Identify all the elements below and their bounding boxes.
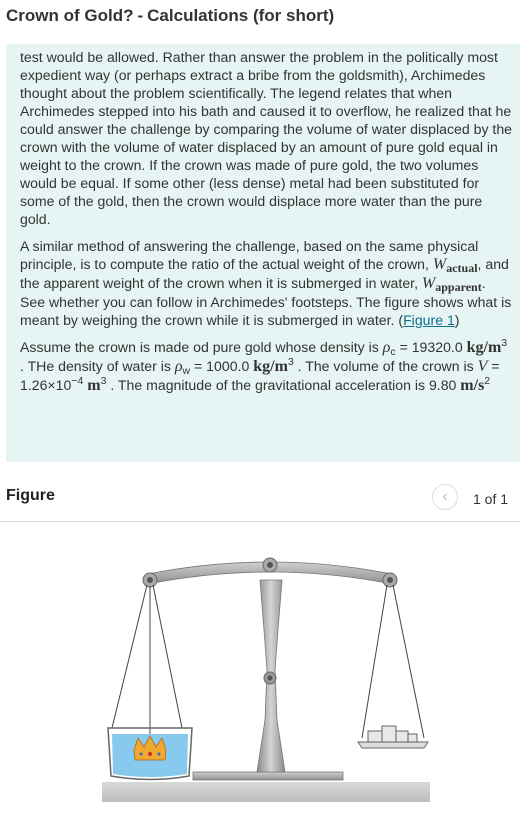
rho-w-symbol: ρ — [174, 358, 183, 375]
problem-paragraph-3: Assume the crown is made od pure gold whose density is $\rho_c = 19320.0$ $kg/m^3$ . THe density of water is $\rho_w = 1000.0$ $kg/m^3$ . The volume of the crown is $V = 1.26\times 10^{-4}$ $m^3$ . The magnitude of the gravitational acceleration is 9.80 $m/s^2$ — [20, 337, 508, 394]
w-actual-subscript: actual — [446, 261, 478, 275]
right-string — [362, 585, 387, 738]
scale-base — [193, 772, 343, 780]
page-title — [6, 6, 334, 26]
figure-label: Figure — [6, 487, 55, 504]
figure-page-indicator: 1 of 1 — [473, 491, 509, 507]
problem-paragraph-2: A similar method of answering the challenge, based on the same physical principle, is to compute the ratio of the actual weight of the crown, $W_{actual}$, and the apparent weight of the crown when it is submerged in water, $W_{apparent}$. See whether you can follow in Archimedes' footsteps. The figure shows what is meant by weighing the crown while it is submerged in water. (Figure 1) — [20, 238, 512, 328]
volume-symbol: V — [477, 358, 488, 375]
w-apparent-symbol: W — [421, 275, 436, 292]
title-main: Crown of Gold? — [6, 6, 134, 25]
previous-figure-button[interactable] — [432, 484, 458, 510]
figure-1-link[interactable]: Figure 1 — [403, 312, 455, 328]
floor — [102, 782, 430, 802]
title-separator: - — [137, 6, 144, 25]
title-sub: Calculations (for short) — [147, 6, 335, 25]
problem-paragraph-1: test would be allowed. Rather than answer the problem in the politically most expedient way (or perhaps extract a bribe from the goldsmith), Archimedes thought about the problem scientifically. The legend relates that when Archimedes stepped into his bath and caused it to overflow, he realized that he could answer the challenge by comparing the volume of water displaced by the crown with the volume of water displaced by an amount of pure gold equal in weight to the crown. If the crown was made of pure gold, the two volumes would be equal. If some other (less dense) metal had been substituted for some of the gold, then the crown would displace more water than the pure gold. — [20, 49, 513, 227]
figure-divider — [0, 521, 520, 522]
figure-header — [0, 478, 520, 522]
balance-scale-figure — [90, 550, 440, 810]
crown — [134, 736, 166, 760]
left-string — [112, 585, 147, 728]
problem-text-panel — [6, 44, 520, 462]
w-actual-symbol: W — [432, 256, 447, 273]
rho-c-symbol: ρ — [382, 339, 391, 356]
chevron-left-icon: ‹ — [442, 488, 448, 505]
right-pan — [358, 742, 428, 748]
counterweights — [368, 731, 382, 742]
w-apparent-subscript: apparent — [435, 280, 482, 294]
